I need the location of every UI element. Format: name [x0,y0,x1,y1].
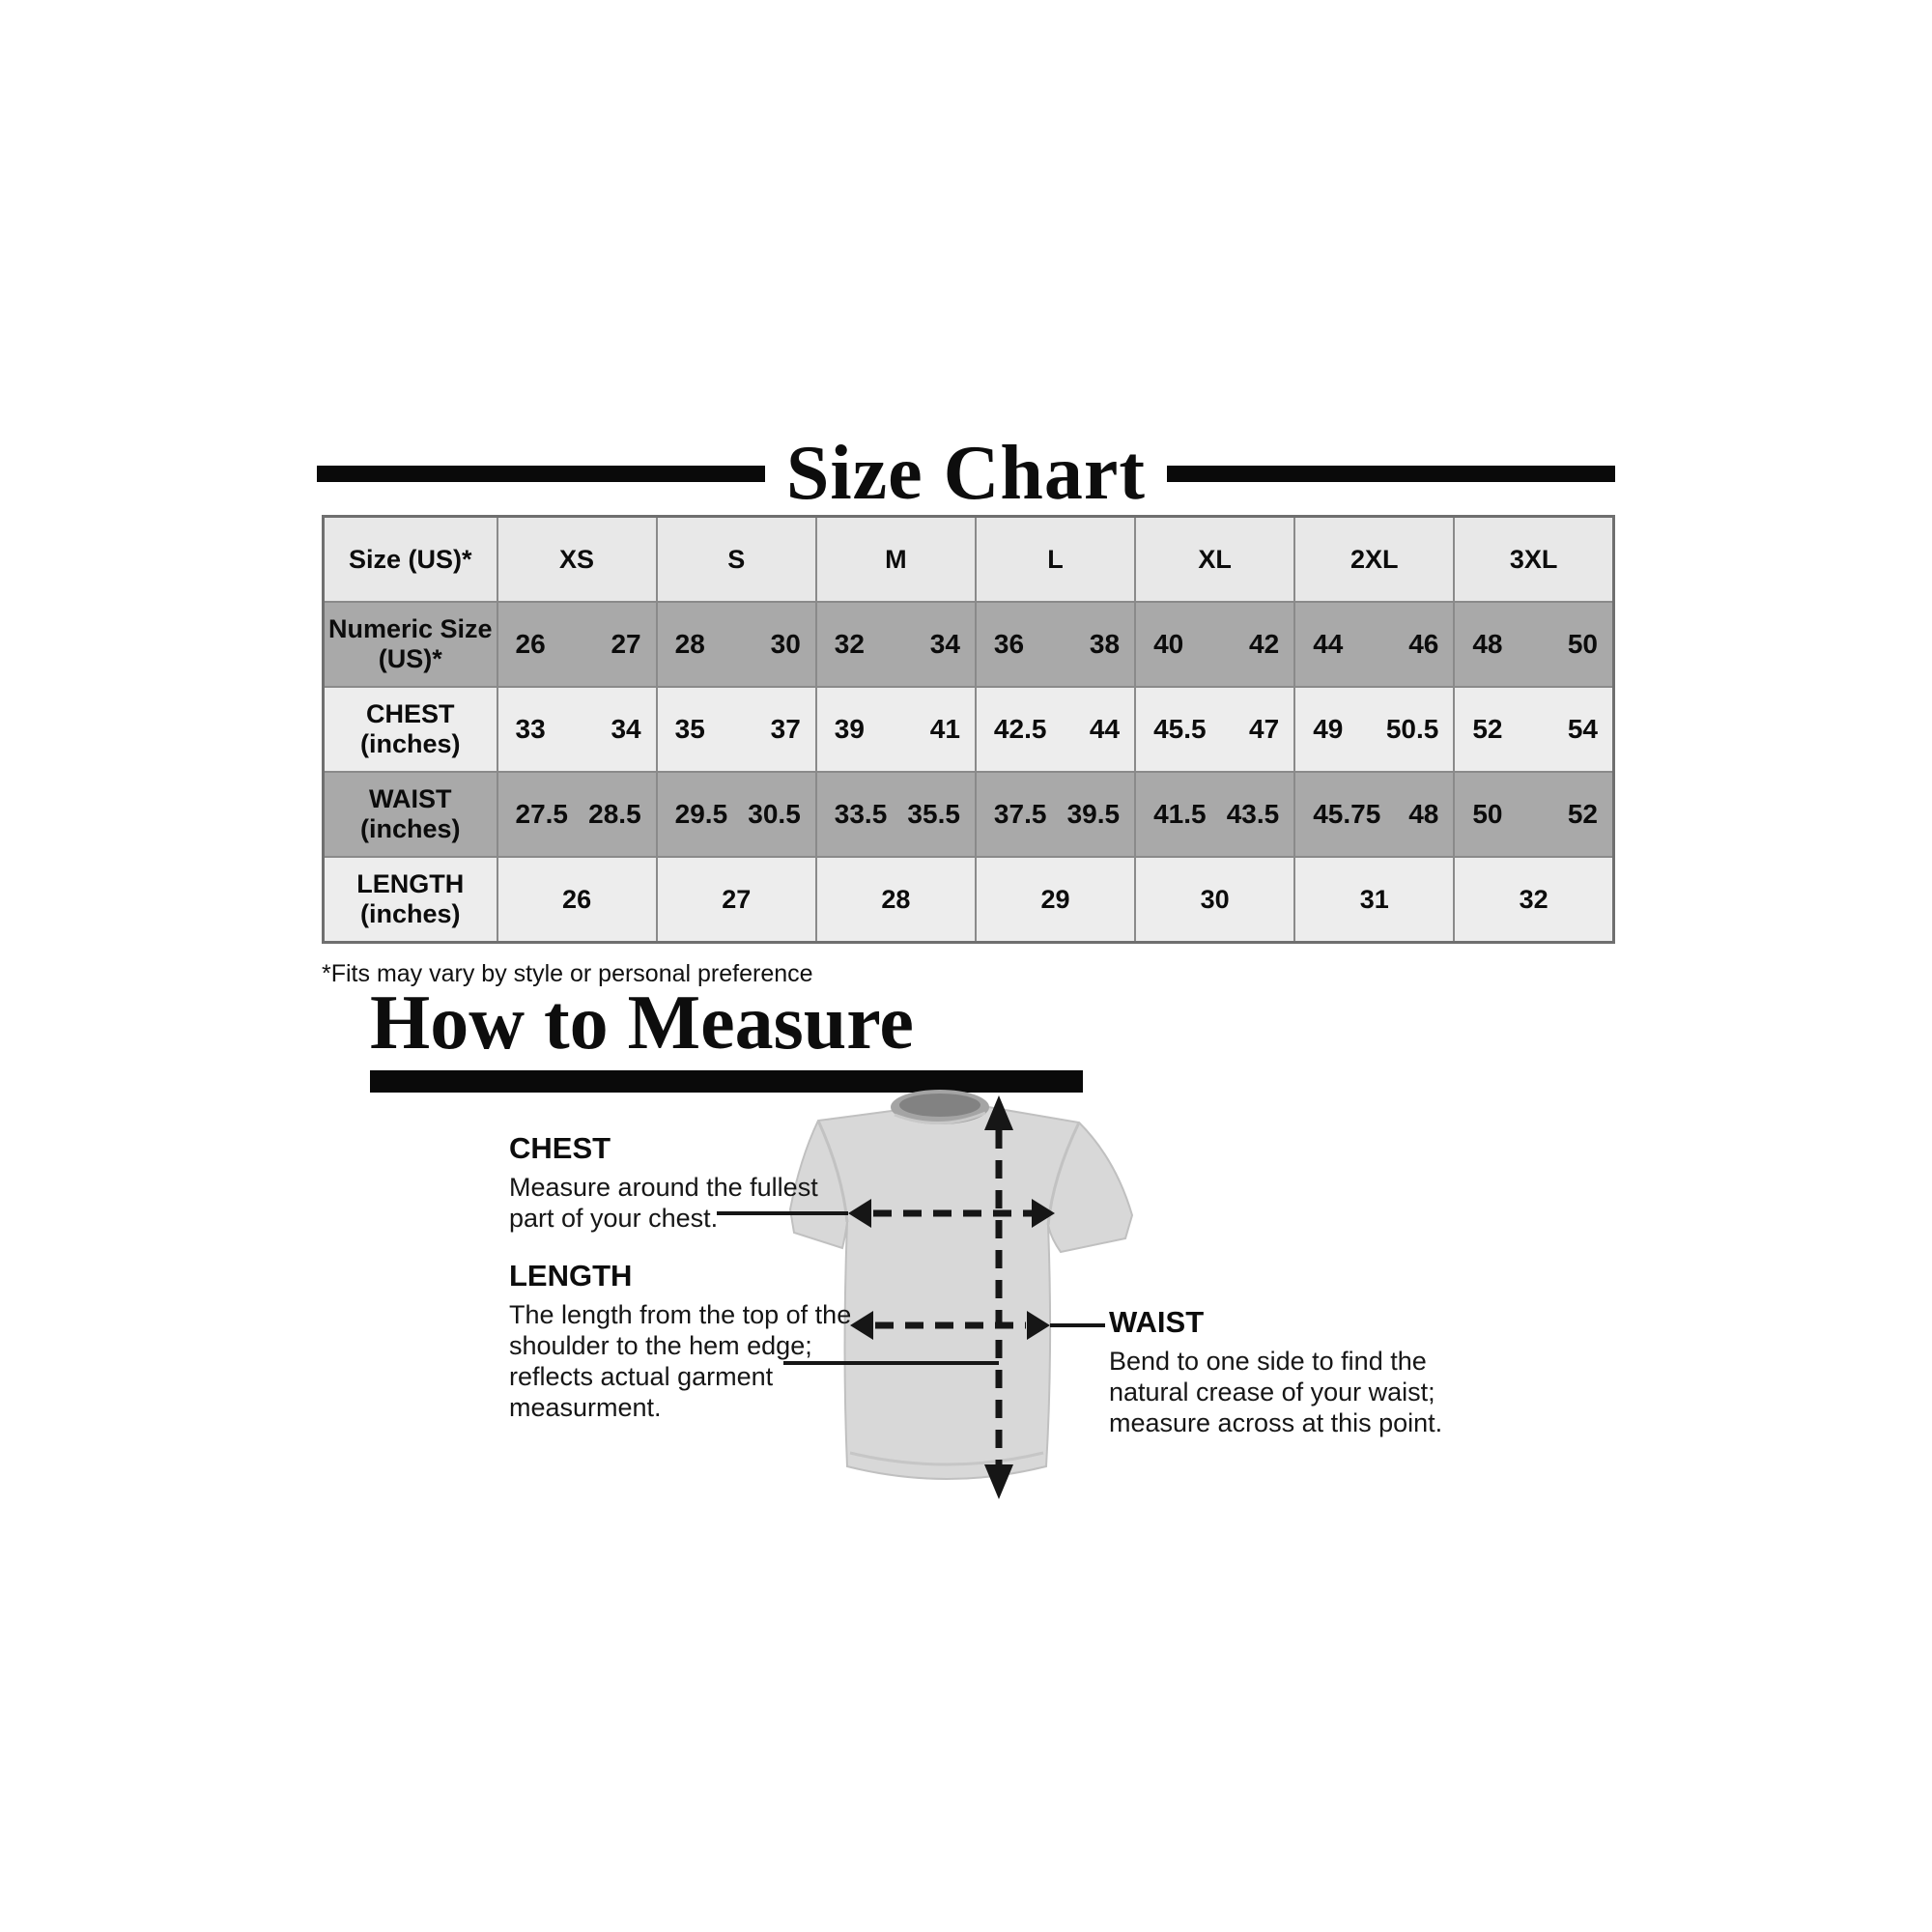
row-label-line: CHEST [365,699,455,728]
pair-value-high: 35.5 [907,799,960,829]
cell-pair [498,799,656,830]
size-col-3xl: 3XL [1454,517,1613,603]
cell-pair [817,799,975,830]
pair-value-high: 42 [1249,629,1280,659]
size-chart-title-row [317,433,1615,514]
cell-chest-xl [1135,687,1294,772]
row-length [324,857,1614,943]
pair-value-high: 50 [1567,629,1598,659]
cell-chest-3xl [1454,687,1613,772]
collar-opening [899,1094,980,1117]
cell-waist-3xl [1454,772,1613,857]
pair-value-high: 38 [1089,629,1121,659]
row-chest [324,687,1614,772]
pair-value-low: 29.5 [674,799,728,829]
pair-value-low: 35 [674,714,705,744]
pair-value-high: 27 [611,629,641,659]
cell-chest-s [657,687,816,772]
pair-value-low: 32 [834,629,865,659]
pair-value-high: 50.5 [1385,714,1439,744]
cell-length-xs: 26 [497,857,657,943]
cell-length-s: 27 [657,857,816,943]
cell-pair [1136,629,1293,660]
cell-pair [1295,799,1453,830]
cell-waist-l [976,772,1135,857]
row-waist [324,772,1614,857]
cell-chest-m [816,687,976,772]
cell-length-xl: 30 [1135,857,1294,943]
waist-label-lines [1109,1346,1442,1438]
title-bar-left [317,466,765,482]
length-measure-label [509,1260,851,1423]
cell-waist-m [816,772,976,857]
cell-pair [1455,799,1612,830]
cell-pair [817,714,975,745]
cell-numeric-size-3xl [1454,602,1613,687]
cell-numeric-size-l [976,602,1135,687]
label-line: measure across at this point. [1109,1408,1443,1437]
cell-waist-2xl [1294,772,1454,857]
row-numeric-size [324,602,1614,687]
cell-pair [977,714,1134,745]
cell-pair [977,629,1134,660]
row-label-line: WAIST [369,784,452,813]
row-label-line: LENGTH [356,869,465,898]
cell-pair [1295,714,1453,745]
cell-chest-xs [497,687,657,772]
cell-numeric-size-2xl [1294,602,1454,687]
cell-numeric-size-s [657,602,816,687]
pair-value-low: 42.5 [993,714,1047,744]
label-line: Bend to one side to find the [1109,1347,1427,1376]
pair-value-low: 27.5 [515,799,568,829]
label-line: The length from the top of the [509,1300,852,1329]
pair-value-low: 37.5 [993,799,1047,829]
length-label-heading: LENGTH [509,1259,633,1293]
label-line: reflects actual garment [509,1362,774,1391]
pair-value-high: 34 [611,714,641,744]
cell-numeric-size-xl [1135,602,1294,687]
pair-value-high: 46 [1408,629,1439,659]
pair-value-high: 54 [1567,714,1598,744]
row-label-line: (inches) [359,814,461,843]
pair-value-high: 30 [770,629,801,659]
label-line: natural crease of your waist; [1109,1378,1435,1406]
pair-value-high: 39.5 [1066,799,1121,829]
pair-value-low: 45.5 [1153,714,1207,744]
row-label-line: Numeric Size [327,614,493,643]
waist-label-heading: WAIST [1109,1305,1205,1339]
size-col-xl: XL [1135,517,1294,603]
cell-pair [498,629,656,660]
cell-pair [1455,629,1612,660]
pair-value-low: 44 [1313,629,1344,659]
pair-value-high: 48 [1408,799,1439,829]
cell-chest-2xl [1294,687,1454,772]
pair-value-high: 30.5 [748,799,801,829]
pair-value-high: 37 [770,714,801,744]
cell-waist-xs [497,772,657,857]
pair-value-high: 47 [1249,714,1280,744]
cell-waist-s [657,772,816,857]
pair-value-low: 41.5 [1153,799,1207,829]
pair-value-low: 26 [515,629,546,659]
chest-label-lines [509,1172,818,1234]
pair-value-low: 52 [1472,714,1503,744]
size-header-row [324,517,1614,603]
cell-pair [658,799,815,830]
pair-value-low: 50 [1472,799,1503,829]
label-line: measurment. [509,1393,662,1422]
fit-disclaimer: *Fits may vary by style or personal preference [322,960,813,987]
row-label-numeric-size [324,602,497,687]
cell-pair [1295,629,1453,660]
cell-length-3xl: 32 [1454,857,1613,943]
chest-label-heading: CHEST [509,1131,611,1165]
cell-pair [1136,714,1293,745]
label-line: part of your chest. [509,1204,719,1233]
cell-pair [1136,799,1293,830]
header-label-cell: Size (US)* [324,517,497,603]
title-bar-right [1167,466,1615,482]
size-col-s: S [657,517,816,603]
how-to-measure-heading: How to Measure [370,980,914,1065]
row-label-length [324,857,497,943]
cell-numeric-size-xs [497,602,657,687]
row-label-line: (inches) [359,899,461,928]
pair-value-low: 48 [1472,629,1503,659]
size-table [322,515,1615,944]
cell-length-m: 28 [816,857,976,943]
pair-value-low: 33 [515,714,546,744]
pair-value-high: 28.5 [588,799,641,829]
label-line: shoulder to the hem edge; [509,1331,812,1360]
cell-pair [817,629,975,660]
pair-value-high: 43.5 [1226,799,1280,829]
cell-pair [1455,714,1612,745]
row-label-line: (US)* [378,644,442,673]
cell-chest-l [976,687,1135,772]
cell-pair [658,629,815,660]
pair-value-low: 36 [993,629,1025,659]
cell-numeric-size-m [816,602,976,687]
row-label-line: (inches) [359,729,461,758]
size-col-xs: XS [497,517,657,603]
pair-value-low: 40 [1153,629,1184,659]
size-col-l: L [976,517,1135,603]
length-label-lines [509,1299,851,1423]
pair-value-high: 34 [929,629,960,659]
size-chart-title: Size Chart [785,431,1147,516]
cell-pair [658,714,815,745]
pair-value-high: 44 [1089,714,1121,744]
pair-value-high: 41 [929,714,960,744]
size-col-2xl: 2XL [1294,517,1454,603]
waist-measure-label [1109,1306,1442,1438]
cell-length-l: 29 [976,857,1135,943]
cell-length-2xl: 31 [1294,857,1454,943]
pair-value-low: 39 [834,714,865,744]
label-line: Measure around the fullest [509,1173,818,1202]
pair-value-low: 33.5 [834,799,888,829]
pair-value-high: 52 [1567,799,1598,829]
chest-measure-label [509,1132,818,1234]
pair-value-low: 45.75 [1313,799,1381,829]
row-label-waist [324,772,497,857]
pair-value-low: 49 [1313,714,1344,744]
cell-pair [498,714,656,745]
cell-pair [977,799,1134,830]
pair-value-low: 28 [674,629,705,659]
size-col-m: M [816,517,976,603]
cell-waist-xl [1135,772,1294,857]
row-label-chest [324,687,497,772]
size-table-body [324,517,1614,943]
